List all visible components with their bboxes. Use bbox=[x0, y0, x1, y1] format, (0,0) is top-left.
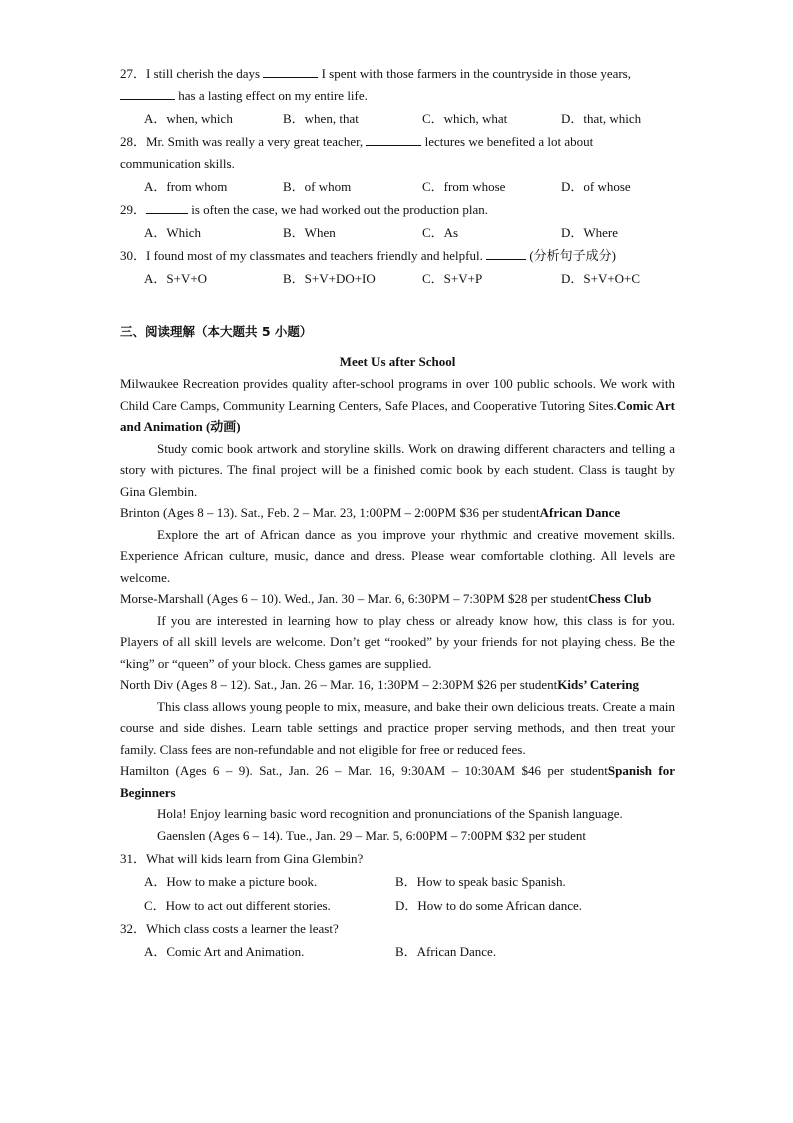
option-c[interactable]: C．How to act out different stories. bbox=[144, 898, 331, 913]
option-d[interactable]: D．How to do some African dance. bbox=[395, 898, 583, 913]
answer-blank bbox=[146, 201, 188, 214]
class-description: This class allows young people to mix, measure, and bake their own delicious treats. Create a main course and side dishes. Learn table settings and practice proper serving methods, and then treat your family. Class fees are non-refundable and not eligible for free or reduced fees. bbox=[120, 698, 675, 757]
question-32-stem: 32．Which class costs a learner the least? bbox=[120, 921, 339, 936]
class-name: Comic Art and Animation (动画) bbox=[120, 397, 675, 434]
option-b[interactable]: B．How to speak basic Spanish. bbox=[395, 874, 566, 889]
option-b[interactable]: B．African Dance. bbox=[395, 944, 497, 959]
answer-blank bbox=[263, 65, 318, 78]
question-28-line-2: communication skills. bbox=[120, 156, 235, 171]
class-description: Study comic book artwork and storyline skills. Work on drawing different characters and telling a story with pictures. The final project will be a finished comic book by each student. Class is taught by Gina Glembin. bbox=[120, 440, 675, 499]
question-30-text: 30．I found most of my classmates and teachers friendly and helpful. bbox=[120, 248, 487, 263]
question-30-options bbox=[120, 267, 675, 291]
question-27-text: I spent with those farmers in the countryside in those years, bbox=[318, 66, 631, 81]
question-31-options-row-1 bbox=[120, 870, 675, 894]
option-d[interactable]: D．that, which bbox=[561, 111, 642, 126]
option-a[interactable]: A．How to make a picture book. bbox=[144, 874, 318, 889]
class-name: African Dance bbox=[539, 505, 621, 520]
question-27-line-2 bbox=[120, 85, 675, 107]
question-30-line bbox=[120, 245, 675, 267]
exam-page bbox=[120, 63, 675, 964]
class-description: Explore the art of African dance as you improve your rhythmic and creative movement skills. Experience African culture, music, dance and dress. Please wear comfortable clothing. All levels are welcome. bbox=[120, 526, 675, 585]
option-d[interactable]: D．Where bbox=[561, 225, 619, 240]
question-27-text: 27．I still cherish the days bbox=[120, 66, 264, 81]
option-c[interactable]: C．As bbox=[422, 225, 459, 240]
class-info: Brinton (Ages 8 – 13). Sat., Feb. 2 – Mar. 23, 1:00PM – 2:00PM $36 per studentAfrican Dance bbox=[120, 505, 621, 520]
question-29-line bbox=[120, 199, 675, 221]
question-29-text: is often the case, we had worked out the production plan. bbox=[188, 202, 489, 217]
passage-intro: Milwaukee Recreation provides quality after-school programs in over 100 public schools. We work with Child Care Camps, Community Learning Centers, Safe Places, and Cooperative Tutoring Sites.Comic Art and Animation (动画) bbox=[120, 376, 675, 434]
option-a[interactable]: A．Which bbox=[144, 225, 202, 240]
class-name: Chess Club bbox=[588, 591, 652, 606]
option-b[interactable]: B．When bbox=[283, 225, 336, 240]
option-a[interactable]: A．Comic Art and Animation. bbox=[144, 944, 305, 959]
question-32-options-row-1 bbox=[120, 940, 675, 964]
question-28-text: lectures we benefited a lot about bbox=[421, 134, 594, 149]
section-heading: 三、阅读理解（本大题共 5 小题） bbox=[120, 324, 313, 339]
question-28-options bbox=[120, 175, 675, 199]
question-27-options bbox=[120, 107, 675, 131]
answer-blank bbox=[120, 87, 175, 100]
question-29-text: 29． bbox=[120, 202, 147, 217]
option-a[interactable]: A．S+V+O bbox=[144, 271, 208, 286]
question-31-options-row-2 bbox=[120, 894, 675, 918]
answer-blank bbox=[486, 247, 526, 260]
question-27-line-1 bbox=[120, 63, 675, 85]
option-c[interactable]: C．which, what bbox=[422, 111, 508, 126]
class-name: Kids’ Catering bbox=[557, 677, 640, 692]
class-info: North Div (Ages 8 – 12). Sat., Jan. 26 – Mar. 16, 1:30PM – 2:30PM $26 per studentKids’ Catering bbox=[120, 677, 640, 692]
class-description: If you are interested in learning how to play chess or already know how, this class is for you. Players of all skill levels are welcome. Don’t get “rooked” by your friends for not playing chess. Be the “king” or “queen” of your block. Chess games are supplied. bbox=[120, 612, 675, 671]
question-29-options bbox=[120, 221, 675, 245]
option-a[interactable]: A．when, which bbox=[144, 111, 233, 126]
passage-title: Meet Us after School bbox=[339, 354, 456, 369]
class-description: Hola! Enjoy learning basic word recognition and pronunciations of the Spanish language. bbox=[157, 806, 623, 821]
question-28-text: 28．Mr. Smith was really a very great teacher, bbox=[120, 134, 367, 149]
question-31-stem: 31．What will kids learn from Gina Glembin? bbox=[120, 851, 364, 866]
question-30-text: (分析句子成分) bbox=[526, 248, 616, 263]
class-info: Gaenslen (Ages 6 – 14). Tue., Jan. 29 – Mar. 5, 6:00PM – 7:00PM $32 per student bbox=[157, 827, 586, 843]
option-b[interactable]: B．of whom bbox=[283, 179, 352, 194]
option-a[interactable]: A．from whom bbox=[144, 179, 228, 194]
option-d[interactable]: D．of whose bbox=[561, 179, 631, 194]
class-info: Hamilton (Ages 6 – 9). Sat., Jan. 26 – Mar. 16, 9:30AM – 10:30AM $46 per studentSpanish for Beginners bbox=[120, 763, 675, 800]
answer-blank bbox=[366, 133, 421, 146]
class-info: Morse-Marshall (Ages 6 – 10). Wed., Jan. 30 – Mar. 6, 6:30PM – 7:30PM $28 per studentChess Club bbox=[120, 591, 652, 606]
class-name: Spanish for Beginners bbox=[120, 763, 675, 800]
option-b[interactable]: B．S+V+DO+IO bbox=[283, 271, 376, 286]
option-d[interactable]: D．S+V+O+C bbox=[561, 271, 641, 286]
option-c[interactable]: C．from whose bbox=[422, 179, 506, 194]
option-b[interactable]: B．when, that bbox=[283, 111, 359, 126]
option-c[interactable]: C．S+V+P bbox=[422, 271, 483, 286]
question-28-line-1 bbox=[120, 131, 675, 153]
question-27-text: has a lasting effect on my entire life. bbox=[175, 88, 368, 103]
